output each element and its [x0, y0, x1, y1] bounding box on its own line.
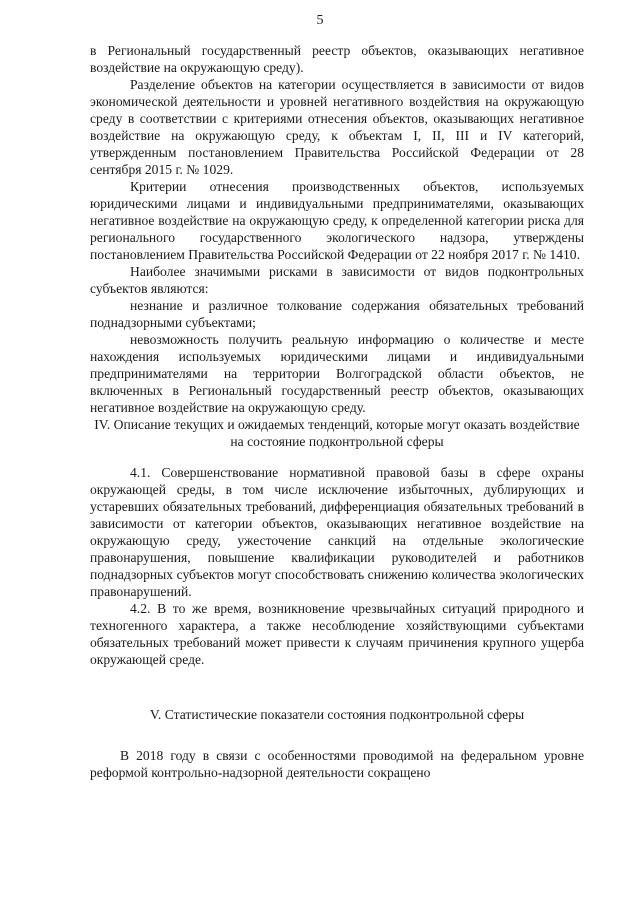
page-number: 5 — [316, 13, 324, 28]
paragraph-risk-1: незнание и различное толкование содержания обязательных требований поднадзорными субъектами; — [90, 298, 584, 330]
section-heading-iv: IV. Описание текущих и ожидаемых тенденций, которые могут оказать воздействие на состояние подконтрольной сферы — [94, 417, 580, 449]
paragraph-2018: В 2018 году в связи с особенностями проводимой на федеральном уровне реформой контрольно-надзорной деятельности сокращено — [90, 748, 584, 780]
section-heading-v: V. Статистические показатели состояния подконтрольной сферы — [149, 707, 525, 722]
paragraph-4-1: 4.1. Совершенствование нормативной правовой базы в сфере охраны окружающей среды, в том числе исключение избыточных, дублирующих и устаревших обязательных требований, дифференциация обязательных требований в зависимости от категории объектов, оказывающих негативное воздействие на окружающую среду, ужесточение санкций на отдельные экологические правонарушения, повышение квалификации руководителей и работников поднадзорных субъектов могут способствовать снижению количества экологических правонарушений. — [90, 465, 584, 599]
paragraph-risk-2: невозможность получить реальную информацию о количестве и месте нахождения используемых юридическими лицами и индивидуальными предпринимателями на территории Волгоградской области объектов, не включенных в Региональный государственный реестр объектов, оказывающих негативное воздействие на окружающую среду. — [90, 332, 584, 415]
paragraph-continuation: в Региональный государственный реестр объектов, оказывающих негативное воздействие на окружающую среду). — [90, 43, 584, 75]
paragraph-categories: Разделение объектов на категории осуществляется в зависимости от видов экономической деятельности и уровней негативного воздействия на окружающую среду в соответствии с критериями отнесения объектов, оказывающих негативное воздействие на окружающую среду, к объектам I, II, III и IV категорий, утвержденным постановлением Правительства Российской Федерации от 28 сентября 2015 г. № 1029. — [90, 77, 584, 177]
document-body — [90, 42, 584, 781]
paragraph-4-2: 4.2. В то же время, возникновение чрезвычайных ситуаций природного и техногенного характера, а также несоблюдение хозяйствующими субъектами обязательных требований может привести к случаям причинения крупного ущерба окружающей среде. — [90, 601, 584, 667]
paragraph-risks: Наиболее значимыми рисками в зависимости от видов подконтрольных субъектов являются: — [90, 264, 584, 296]
paragraph-criteria: Критерии отнесения производственных объектов, используемых юридическими лицами и индивидуальными предпринимателями, оказывающих негативное воздействие на окружающую среду, к определенной категории риска для регионального государственного экологического надзора, утверждены постановлением Правительства Российской Федерации от 22 ноября 2017 г. № 1410. — [90, 179, 584, 262]
